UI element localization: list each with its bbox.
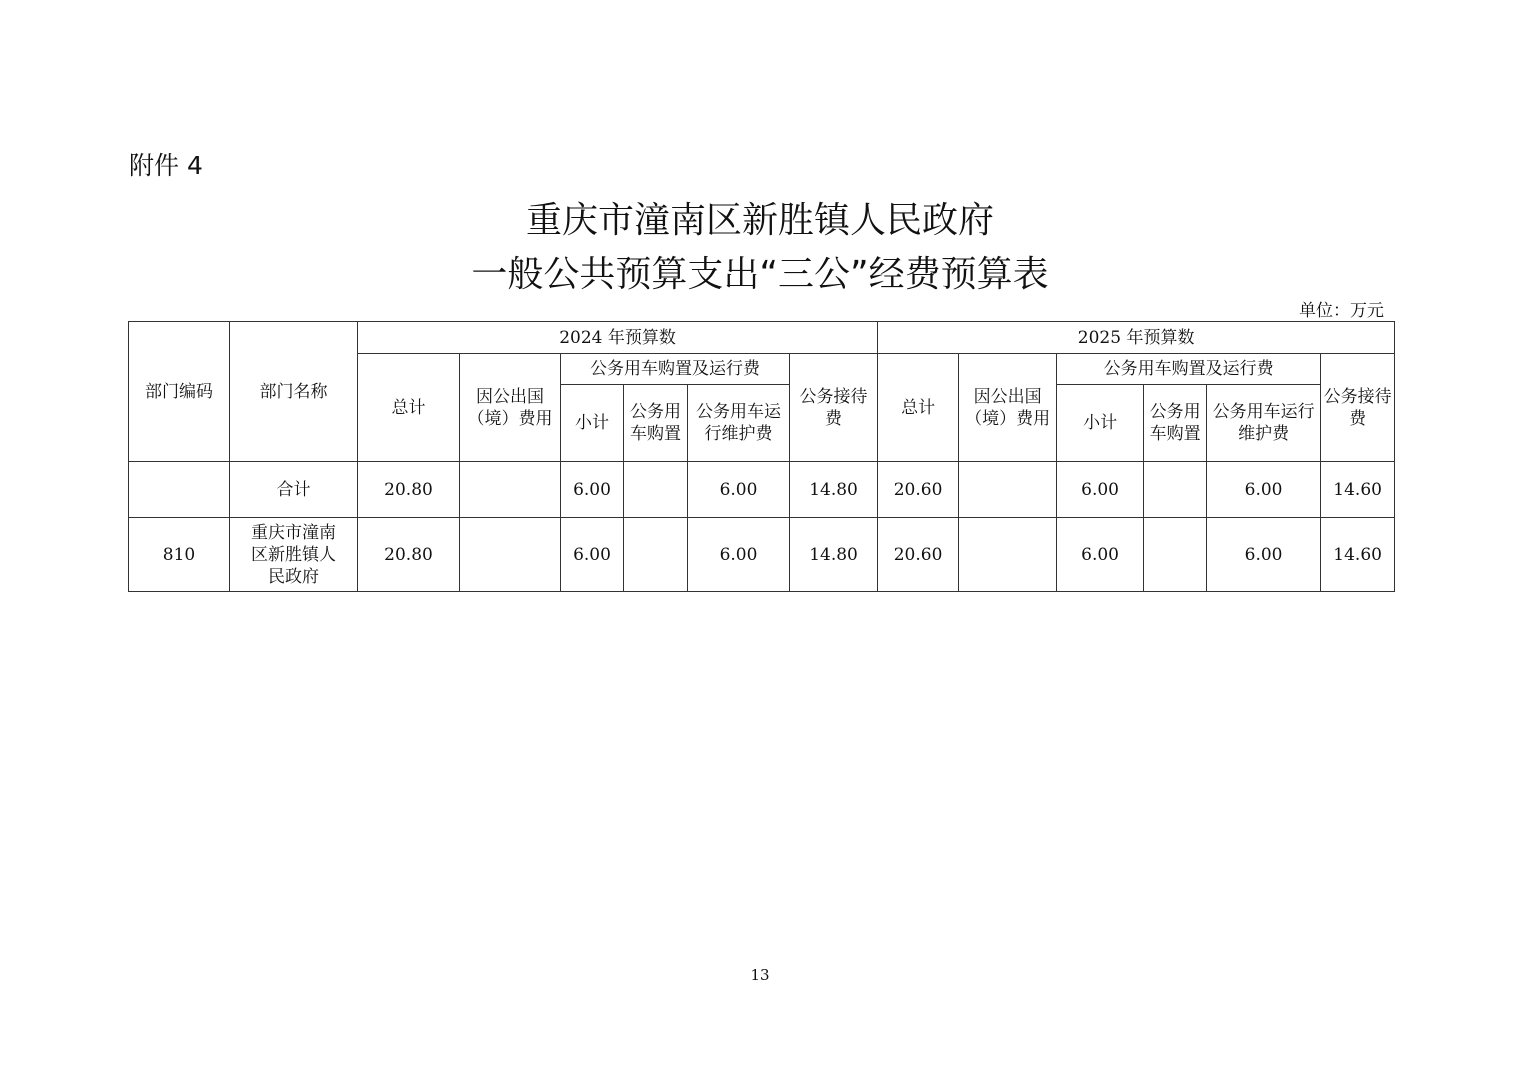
cell-2024-overseas bbox=[460, 518, 561, 592]
header-2025-subtotal: 小计 bbox=[1057, 385, 1144, 462]
cell-2025-overseas bbox=[959, 462, 1057, 518]
header-2024-vehicle-maintenance: 公务用车运行维护费 bbox=[688, 385, 790, 462]
cell-2025-subtotal: 6.00 bbox=[1057, 518, 1144, 592]
cell-2025-total: 20.60 bbox=[878, 462, 959, 518]
cell-2024-total: 20.80 bbox=[358, 518, 460, 592]
header-year-2025: 2025 年预算数 bbox=[878, 322, 1395, 354]
cell-2024-maintenance: 6.00 bbox=[688, 462, 790, 518]
attachment-label: 附件 4 bbox=[129, 151, 203, 180]
header-2024-vehicle-group: 公务用车购置及运行费 bbox=[561, 354, 790, 385]
cell-2024-maintenance: 6.00 bbox=[688, 518, 790, 592]
cell-code bbox=[129, 462, 230, 518]
cell-2025-maintenance: 6.00 bbox=[1207, 518, 1321, 592]
table-row bbox=[129, 518, 1395, 592]
page-number: 13 bbox=[750, 966, 770, 984]
cell-2024-subtotal: 6.00 bbox=[561, 518, 624, 592]
cell-2024-purchase bbox=[624, 462, 688, 518]
header-dept-name: 部门名称 bbox=[230, 322, 358, 462]
cell-2024-reception: 14.80 bbox=[790, 462, 878, 518]
cell-code: 810 bbox=[129, 518, 230, 592]
cell-2024-purchase bbox=[624, 518, 688, 592]
cell-name: 合计 bbox=[230, 462, 358, 518]
header-row-years bbox=[129, 322, 1395, 354]
header-2024-overseas: 因公出国（境）费用 bbox=[460, 354, 561, 462]
header-2024-total: 总计 bbox=[358, 354, 460, 462]
cell-name: 重庆市潼南区新胜镇人民政府 bbox=[230, 518, 358, 592]
table-row bbox=[129, 462, 1395, 518]
header-2025-vehicle-maintenance: 公务用车运行维护费 bbox=[1207, 385, 1321, 462]
header-2025-reception: 公务接待费 bbox=[1321, 354, 1395, 462]
header-2025-total: 总计 bbox=[878, 354, 959, 462]
page-title-line-2: 一般公共预算支出“三公”经费预算表 bbox=[471, 254, 1049, 295]
cell-2024-overseas bbox=[460, 462, 561, 518]
header-2025-vehicle-purchase: 公务用车购置 bbox=[1144, 385, 1207, 462]
cell-2025-purchase bbox=[1144, 462, 1207, 518]
cell-2025-maintenance: 6.00 bbox=[1207, 462, 1321, 518]
header-2024-reception: 公务接待费 bbox=[790, 354, 878, 462]
cell-2025-subtotal: 6.00 bbox=[1057, 462, 1144, 518]
cell-2025-total: 20.60 bbox=[878, 518, 959, 592]
header-2025-vehicle-group: 公务用车购置及运行费 bbox=[1057, 354, 1321, 385]
cell-2024-total: 20.80 bbox=[358, 462, 460, 518]
cell-2024-subtotal: 6.00 bbox=[561, 462, 624, 518]
header-year-2024: 2024 年预算数 bbox=[358, 322, 878, 354]
header-dept-code: 部门编码 bbox=[129, 322, 230, 462]
unit-label: 单位：万元 bbox=[1299, 301, 1384, 321]
header-2024-vehicle-purchase: 公务用车购置 bbox=[624, 385, 688, 462]
cell-2025-purchase bbox=[1144, 518, 1207, 592]
cell-2025-reception: 14.60 bbox=[1321, 462, 1395, 518]
budget-table bbox=[128, 321, 1395, 592]
cell-2025-reception: 14.60 bbox=[1321, 518, 1395, 592]
header-2025-overseas: 因公出国（境）费用 bbox=[959, 354, 1057, 462]
header-2024-subtotal: 小计 bbox=[561, 385, 624, 462]
page-title-line-1: 重庆市潼南区新胜镇人民政府 bbox=[525, 200, 994, 241]
cell-2024-reception: 14.80 bbox=[790, 518, 878, 592]
cell-2025-overseas bbox=[959, 518, 1057, 592]
